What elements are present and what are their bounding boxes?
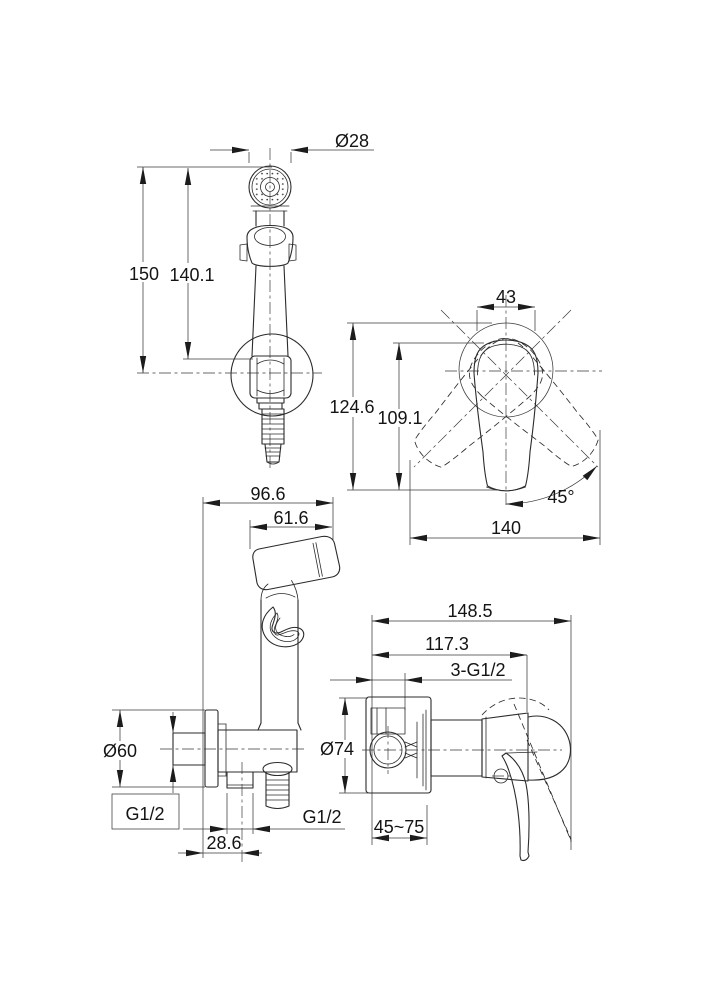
dim-label-swing-width: 140 bbox=[490, 518, 522, 538]
dim-label-flange-diameter: Ø60 bbox=[102, 741, 138, 761]
hose-connector-side bbox=[263, 763, 292, 809]
dim-label-mixer-total-height: 124.6 bbox=[329, 397, 375, 417]
dim-total-depth bbox=[203, 484, 333, 858]
hose-connector bbox=[257, 398, 284, 464]
dim-mixer-handle-height bbox=[377, 343, 484, 490]
dim-label-mixer-handle-height: 109.1 bbox=[377, 408, 423, 428]
dim-label-port-offset: 28.6 bbox=[206, 833, 242, 853]
dim-label-handle-top-width: 43 bbox=[495, 287, 517, 307]
view-mixer-front bbox=[329, 287, 610, 545]
mixer-handle-side bbox=[482, 713, 570, 861]
dim-label-total-height: 150 bbox=[128, 264, 160, 284]
handle-shaft bbox=[252, 266, 256, 356]
dim-label-ports-thread: 3-G1/2 bbox=[450, 660, 506, 680]
dim-label-body-height: 140.1 bbox=[169, 265, 215, 285]
dim-max-depth bbox=[372, 601, 571, 850]
dim-wall-range bbox=[372, 805, 427, 845]
spray-head-side bbox=[253, 536, 340, 600]
dim-port-offset bbox=[178, 833, 262, 856]
dim-ports-thread bbox=[330, 660, 512, 710]
dim-label-wall-range: 45~75 bbox=[373, 817, 425, 837]
dim-flange-diameter bbox=[103, 710, 205, 787]
view-handspray-side bbox=[103, 484, 345, 862]
dim-label-depth-to-trim: 117.3 bbox=[425, 634, 469, 654]
bottom-port bbox=[227, 772, 253, 788]
view-mixer-side bbox=[320, 601, 571, 861]
view-handspray-front bbox=[129, 131, 374, 468]
dim-mixer-total-height bbox=[329, 323, 497, 490]
holder-collar bbox=[240, 226, 296, 267]
dim-label-max-depth: 148.5 bbox=[447, 601, 493, 621]
dim-label-swing-angle: 45° bbox=[547, 487, 575, 507]
dim-label-head-diameter: Ø28 bbox=[334, 131, 370, 151]
handle-shaft-side bbox=[258, 600, 301, 730]
dim-swing-angle bbox=[506, 466, 597, 507]
wall-holder-front bbox=[137, 334, 322, 416]
dim-label-side-port-thread: G1/2 bbox=[125, 804, 165, 824]
centerline-diagonal-right bbox=[441, 310, 598, 467]
dim-label-bottom-port-thread: G1/2 bbox=[302, 807, 342, 827]
dim-head-diameter bbox=[210, 131, 374, 163]
dim-label-head-length: 61.6 bbox=[273, 508, 309, 528]
dim-label-total-depth: 96.6 bbox=[250, 484, 286, 504]
dim-body-diameter bbox=[320, 698, 368, 793]
dim-body-height bbox=[169, 168, 253, 359]
dim-label-body-diameter: Ø74 bbox=[319, 739, 355, 759]
dim-bottom-port-thread bbox=[183, 793, 345, 834]
centerline-diagonal-left bbox=[414, 310, 571, 467]
valve-body-side bbox=[362, 697, 562, 793]
